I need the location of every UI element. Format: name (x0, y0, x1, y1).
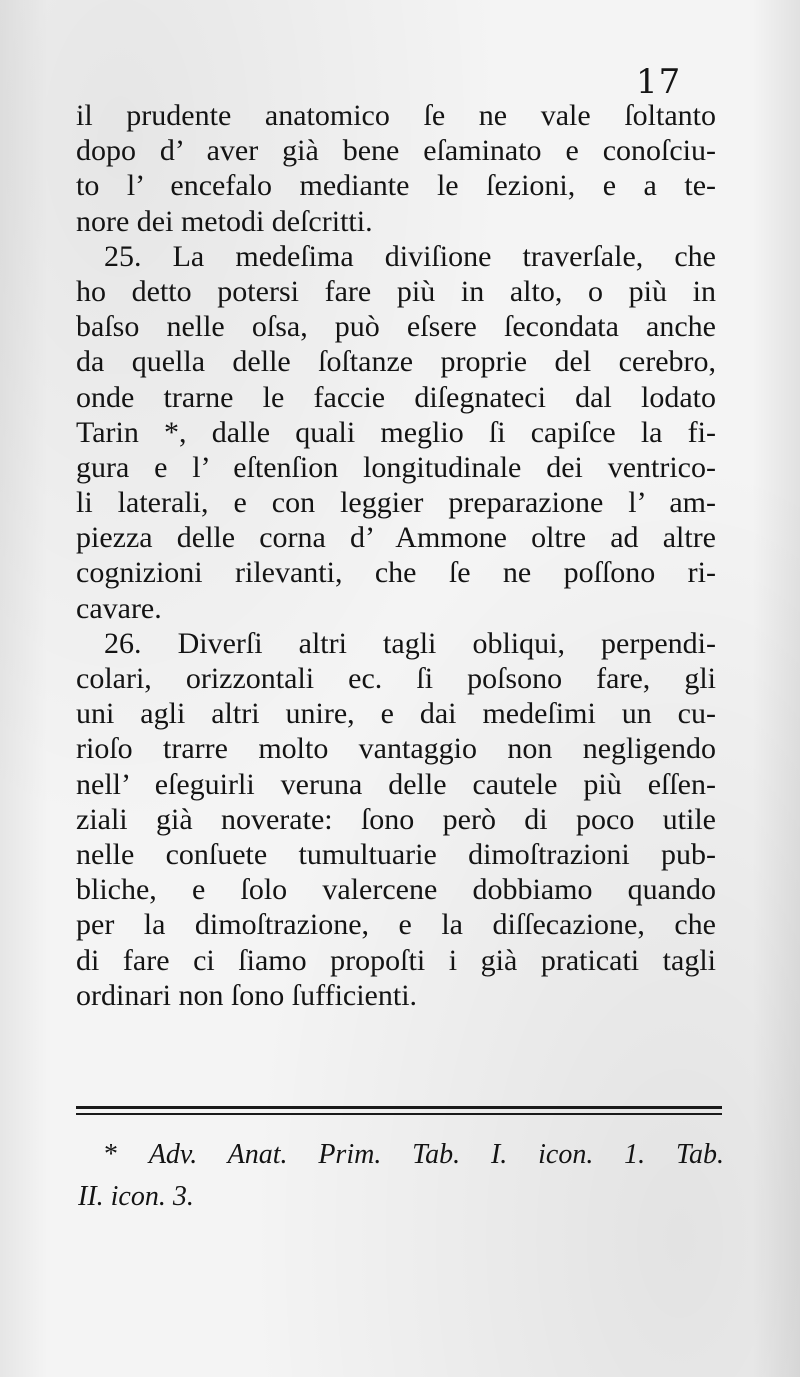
body-line: to l’ encefalo mediante le ſezioni, e a te- (76, 169, 716, 203)
body-line: ho detto potersi fare più in alto, o più in (76, 274, 716, 308)
separator-rule-bottom (76, 1113, 722, 1115)
body-line: bliche, e ſolo valercene dobbiamo quando (76, 873, 716, 907)
body-line: ordinari non ſono ſufficienti. (76, 978, 418, 1012)
body-line: cavare. (76, 591, 162, 625)
body-line: per la dimoſtrazione, e la diſſecazione, che (76, 908, 716, 942)
body-line: di fare ci ſiamo propoſti i già praticati tagli (76, 943, 716, 977)
page-number: 17 (636, 62, 682, 102)
body-line: ziali già noverate: ſono però di poco utile (76, 802, 716, 836)
body-line: colari, orizzontali ec. ſi poſsono fare, gli (76, 662, 716, 695)
body-line: cognizioni rilevanti, che ſe ne poſſono ri- (76, 556, 716, 590)
body-line: gura e l’ eſtenſion longitudinale dei ventrico- (76, 450, 716, 484)
footnote-line-1 (104, 1134, 724, 1176)
body-line: nore dei metodi deſcritti. (76, 204, 373, 238)
body-line: piezza delle corna d’ Ammone oltre ad altre (76, 521, 716, 555)
body-line: nell’ eſeguirli veruna delle cautele più eſſen- (76, 767, 716, 801)
body-line: onde trarne le faccie diſegnateci dal lodato (76, 380, 716, 414)
body-line: rioſo trarre molto vantaggio non negligendo (76, 732, 716, 766)
body-line: dopo d’ aver già bene eſaminato e conoſciu- (76, 134, 716, 168)
body-line: 26. Diverſi altri tagli obliqui, perpendi- (104, 626, 716, 660)
body-line: nelle conſuete tumultuarie dimoſtrazioni pub- (76, 837, 716, 871)
separator-rule-top (76, 1106, 722, 1109)
body-line: il prudente anatomico ſe ne vale ſoltanto (76, 99, 716, 132)
body-text (76, 98, 716, 1013)
body-line: li laterali, e con leggier preparazione l’ am- (76, 486, 716, 520)
body-line: Tarin *, dalle quali meglio ſi capiſce la fi- (76, 415, 716, 449)
footnote-line-2: II. icon. 3. (78, 1181, 194, 1212)
body-line: uni agli altri unire, e dai medeſimi un cu- (76, 697, 716, 731)
body-line: 25. La medeſima diviſione traverſale, che (104, 239, 716, 273)
footnote-mark: * (104, 1139, 118, 1170)
footnote-separator (76, 1106, 722, 1119)
body-line: baſso nelle oſsa, può eſsere ſecondata anche (76, 310, 716, 344)
footnote (78, 1134, 724, 1218)
body-line: da quella delle ſoſtanze proprie del cerebro, (76, 345, 716, 379)
footnote-text-1: Adv. Anat. Prim. Tab. I. icon. 1. Tab. (148, 1139, 724, 1170)
